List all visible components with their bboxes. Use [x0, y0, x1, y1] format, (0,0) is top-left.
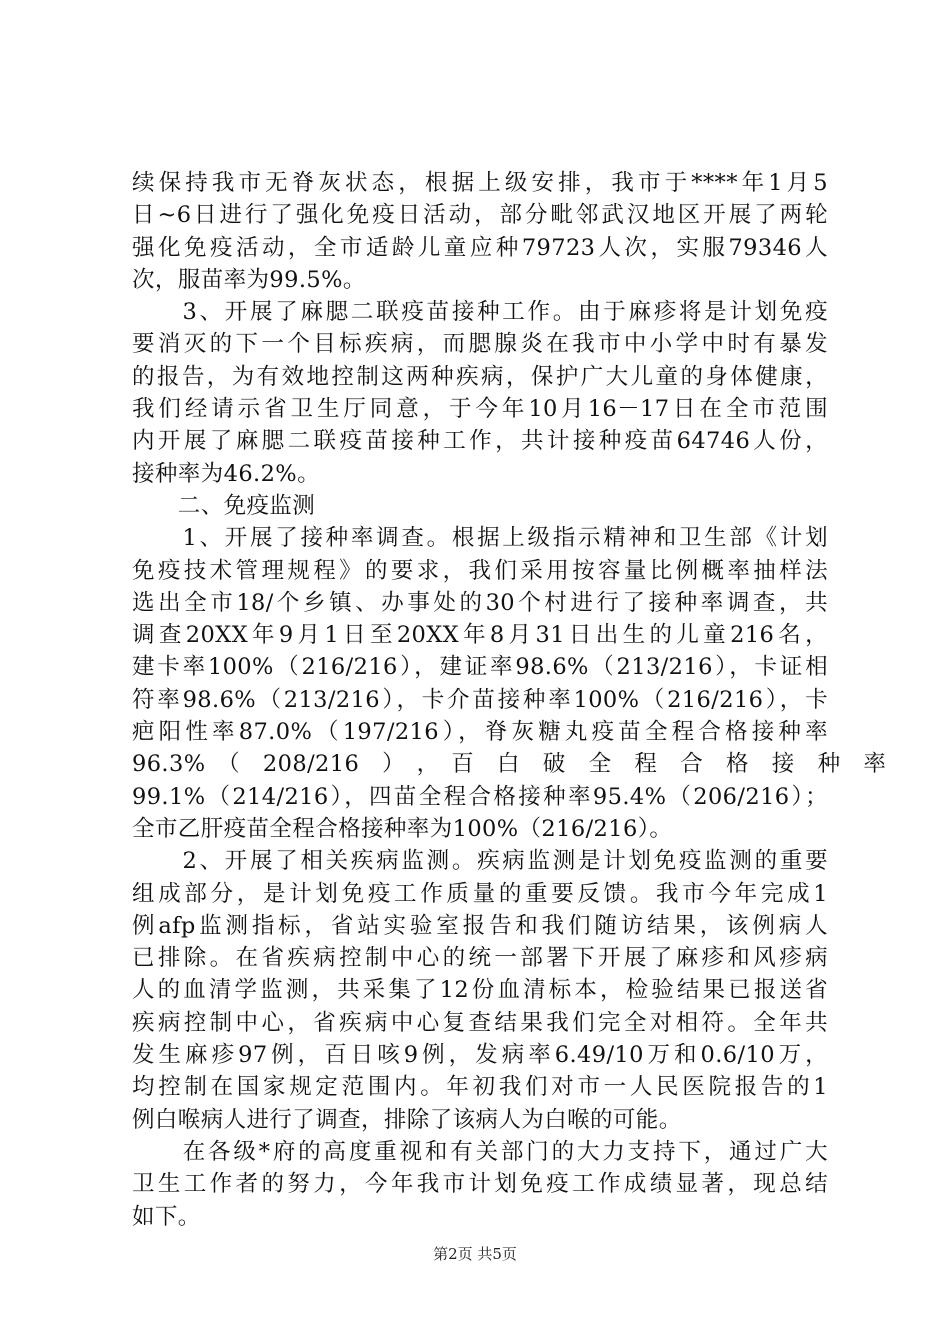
- text-line: 发生麻疹97例，百日咳9例，发病率6.49/10万和0.6/10万，: [132, 1042, 828, 1069]
- text-line: 在各级*府的高度重视和有关部门的大力支持下，通过广大: [132, 1138, 828, 1165]
- text-line: 建卡率100%（216/216），建证率98.6%（213/216），卡证相: [132, 654, 828, 681]
- text-line: 我们经请示省卫生厅同意，于今年10月16－17日在全市范围: [132, 396, 828, 423]
- text-line: 免疫技术管理规程》的要求，我们采用按容量比例概率抽样法: [132, 557, 828, 584]
- text-line: 如下。: [132, 1203, 201, 1230]
- text-line: 日~6日进行了强化免疫日活动，部分毗邻武汉地区开展了两轮: [132, 202, 828, 229]
- text-line: 全市乙肝疫苗全程合格接种率为100%（216/216）。: [132, 815, 673, 842]
- text-line: 接种率为46.2%。: [132, 460, 320, 487]
- text-line: 要消灭的下一个目标疾病，而腮腺炎在我市中小学中时有暴发: [132, 331, 828, 358]
- text-line: 2、开展了相关疾病监测。疾病监测是计划免疫监测的重要: [132, 848, 828, 875]
- document-body: [132, 167, 887, 1233]
- text-line: 3、开展了麻腮二联疫苗接种工作。由于麻疹将是计划免疫: [132, 299, 828, 326]
- text-line: 疤阳性率87.0%（197/216），脊灰糖丸疫苗全程合格接种率: [132, 719, 828, 746]
- text-line: 内开展了麻腮二联疫苗接种工作，共计接种疫苗64746人份，: [132, 428, 828, 455]
- text-line: 人的血清学监测，共采集了12份血清标本，检验结果已报送省: [132, 977, 828, 1004]
- text-line: 符率98.6%（213/216），卡介苗接种率100%（216/216），卡: [132, 686, 828, 713]
- text-line: 续保持我市无脊灰状态，根据上级安排，我市于****年1月5: [132, 170, 828, 196]
- text-line: 例白喉病人进行了调查，排除了该病人为白喉的可能。: [132, 1106, 682, 1133]
- text-line: 已排除。在省疾病控制中心的统一部署下开展了麻疹和风疹病: [132, 945, 828, 972]
- text-line: 二、免疫监测: [132, 492, 316, 519]
- text-line: 均控制在国家规定范围内。年初我们对市一人民医院报告的1: [132, 1074, 828, 1101]
- text-line: 例afp监测指标，省站实验室报告和我们随访结果，该例病人: [132, 912, 828, 939]
- text-line: 组成部分，是计划免疫工作质量的重要反馈。我市今年完成1: [132, 880, 828, 907]
- text-line: 99.1%（214/216），四苗全程合格接种率95.4%（206/216）；: [132, 783, 828, 810]
- text-line: 调查20XX年9月1日至20XX年8月31日出生的儿童216名，: [132, 622, 828, 649]
- text-line: 次，服苗率为99.5%。: [132, 266, 366, 293]
- page-footer: 第2页 共5页: [433, 1245, 517, 1263]
- text-line: 强化免疫活动，全市适龄儿童应种79723人次，实服79346人: [132, 234, 828, 261]
- text-line: 选出全市18/个乡镇、办事处的30个村进行了接种率调查，共: [132, 589, 828, 616]
- text-line: 的报告，为有效地控制这两种疾病，保护广大儿童的身体健康，: [132, 363, 828, 390]
- text-line: 疾病控制中心，省疾病中心复查结果我们完全对相符。全年共: [132, 1009, 828, 1036]
- text-line: 1、开展了接种率调查。根据上级指示精神和卫生部《计划: [132, 525, 828, 552]
- text-line: 卫生工作者的努力，今年我市计划免疫工作成绩显著，现总结: [132, 1171, 828, 1198]
- text-line: 96.3% （ 208/216 ） ， 百 白 破 全 程 合 格 接 种 率: [132, 751, 887, 778]
